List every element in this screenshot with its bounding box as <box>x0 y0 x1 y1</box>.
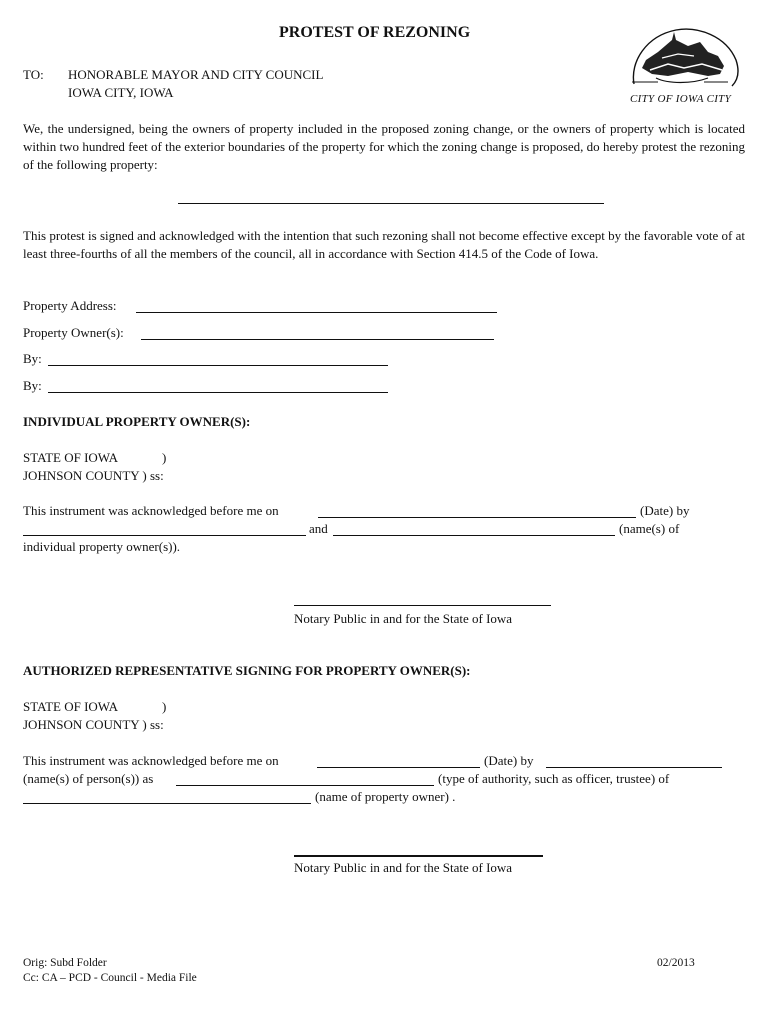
individual-notary-caption: Notary Public in and for the State of Iowa <box>294 611 513 626</box>
authorized-heading: AUTHORIZED REPRESENTATIVE SIGNING FOR PROPERTY OWNER(S): <box>23 663 471 678</box>
individual-county: JOHNSON COUNTY ) ss: <box>23 468 164 483</box>
property-address-label: Property Address: <box>23 298 117 313</box>
authorized-owner-text: (name of property owner) . <box>315 789 456 804</box>
page-title: PROTEST OF REZONING <box>279 24 471 41</box>
property-owners-label: Property Owner(s): <box>23 325 124 340</box>
authorized-authority-text: (type of authority, such as officer, trustee) of <box>438 771 670 786</box>
individual-owner-name-field-2[interactable] <box>333 535 615 536</box>
authorized-state: STATE OF IOWA <box>23 699 119 714</box>
footer-cc: Cc: CA – PCD - Council - Media File <box>23 972 197 984</box>
authorized-authority-field[interactable] <box>176 785 434 786</box>
footer-date: 02/2013 <box>657 957 695 969</box>
by-label-1: By: <box>23 351 42 366</box>
individual-ack-text: This instrument was acknowledged before me on <box>23 503 279 518</box>
by-label-2: By: <box>23 378 42 393</box>
authorized-person-name-field[interactable] <box>546 767 722 768</box>
logo-text: CITY OF IOWA CITY <box>630 93 732 105</box>
authorized-state-paren: ) <box>162 699 167 714</box>
to-line2: IOWA CITY, IOWA <box>68 85 174 100</box>
by-signature-field-1[interactable] <box>48 365 388 366</box>
individual-notary-signature-field[interactable] <box>294 605 551 606</box>
to-line1: HONORABLE MAYOR AND CITY COUNCIL <box>68 67 324 82</box>
intro-paragraph: We, the undersigned, being the owners of property included in the proposed zoning change, or the owners of property which is located within two hundred feet of the exterior boundaries of the property for which the zoning change is proposed, do hereby protest the rezoning of the following property: <box>23 121 745 172</box>
property-description-line[interactable] <box>178 203 604 204</box>
to-label: TO: <box>23 67 44 82</box>
individual-owners-text: individual property owner(s)). <box>23 539 181 554</box>
authorized-county: JOHNSON COUNTY ) ss: <box>23 717 164 732</box>
individual-date-by: (Date) by <box>640 503 690 518</box>
authorized-notary-caption: Notary Public in and for the State of Iowa <box>294 860 513 875</box>
authorized-notary-signature-field[interactable] <box>294 855 543 857</box>
individual-state-paren: ) <box>162 450 167 465</box>
individual-state: STATE OF IOWA <box>23 450 119 465</box>
footer-orig: Orig: Subd Folder <box>23 957 107 969</box>
individual-date-field[interactable] <box>318 517 636 518</box>
property-address-field[interactable] <box>136 312 497 313</box>
by-signature-field-2[interactable] <box>48 392 388 393</box>
property-owners-field[interactable] <box>141 339 494 340</box>
individual-heading: INDIVIDUAL PROPERTY OWNER(S): <box>23 414 251 429</box>
individual-names-of: (name(s) of <box>619 521 680 536</box>
authorized-ack-text: This instrument was acknowledged before me on <box>23 753 279 768</box>
authorized-owner-name-field[interactable] <box>23 803 311 804</box>
individual-and: and <box>309 521 328 536</box>
authorized-date-field[interactable] <box>317 767 480 768</box>
authorized-date-by: (Date) by <box>484 753 534 768</box>
authorized-persons-as: (name(s) of person(s)) as <box>23 771 154 786</box>
individual-owner-name-field-1[interactable] <box>23 535 306 536</box>
protest-statement: This protest is signed and acknowledged with the intention that such rezoning shall not become effective except by the favorable vote of at least three-fourths of all the members of the council, all in accordance with Section 414.5 of the Code of Iowa. <box>23 228 745 261</box>
